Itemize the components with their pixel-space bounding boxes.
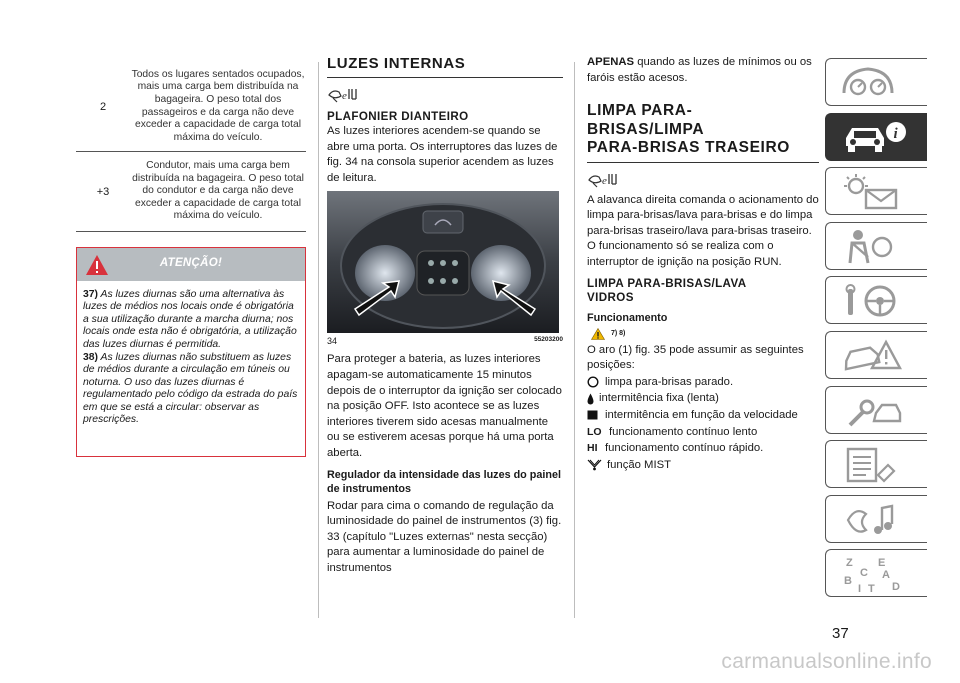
elum-service-icon bbox=[587, 171, 619, 189]
watermark: carmanualsonline.info bbox=[721, 650, 932, 673]
interior-lights-section bbox=[327, 55, 563, 577]
svg-text:E: E bbox=[878, 557, 886, 570]
sidebar-tab-dashboard[interactable] bbox=[825, 58, 927, 106]
caution-triangle-icon bbox=[591, 328, 605, 340]
warning-item-number: 38) bbox=[83, 352, 99, 364]
section-rule bbox=[327, 77, 563, 78]
wash-title bbox=[587, 277, 819, 305]
svg-text:e: e bbox=[342, 90, 347, 102]
sidebar-tab-multimedia[interactable] bbox=[825, 495, 927, 543]
wash-title-line: LIMPA PARA-BRISAS/LAVA bbox=[587, 276, 747, 290]
position-text: funcionamento contínuo rápido. bbox=[605, 442, 764, 455]
multimedia-music-icon bbox=[838, 500, 908, 540]
position-text: intermitência em função da velocidade bbox=[605, 409, 798, 422]
lever-text: A alavanca direita comanda o acionamento do limpa para-brisas/lava para-brisas e do limpa para-brisas traseiro/lava para-brisas traseiro. bbox=[587, 193, 819, 237]
list-item bbox=[587, 407, 819, 424]
wipers-intro-bold: APENAS bbox=[587, 56, 635, 68]
load-table bbox=[76, 62, 306, 232]
position-text: limpa para-brisas parado. bbox=[605, 375, 734, 388]
svg-text:T: T bbox=[868, 583, 875, 595]
sidebar-tab-driving[interactable] bbox=[825, 276, 927, 324]
load-description: Condutor, mais uma carga bem distribuída na bagageira. O peso total do condutor e da carga não deve exceder a capacidade de carga total máxima do veículo. bbox=[132, 160, 304, 222]
svg-text:A: A bbox=[882, 569, 890, 582]
single-drop-icon bbox=[587, 393, 597, 405]
car-warning-icon bbox=[838, 336, 908, 376]
position-text: função MIST bbox=[607, 458, 672, 471]
column-separator bbox=[574, 62, 575, 618]
list-item bbox=[587, 374, 819, 391]
sidebar-tab-index[interactable] bbox=[825, 549, 927, 597]
svg-text:i: i bbox=[893, 125, 898, 142]
svg-text:I: I bbox=[858, 583, 862, 595]
sidebar-tab-maintenance[interactable] bbox=[825, 386, 927, 434]
wipers-title-line: PARA-BRISAS TRASEIRO bbox=[587, 139, 790, 157]
section-title: LUZES INTERNAS bbox=[327, 55, 466, 72]
elum-icon-row bbox=[327, 86, 563, 108]
lights-envelope-icon bbox=[838, 172, 908, 212]
wipers-title-line: LIMPA PARA- bbox=[587, 102, 693, 120]
warning-item-text: As luzes diurnas não substituem as luzes de médios durante a circulação em túneis ou noturna. O uso das luzes diurnas é regulamentado pelo código da estrada do país em que se está a circular: observar as prescrições. bbox=[83, 352, 298, 426]
svg-text:e: e bbox=[602, 174, 607, 187]
car-info-icon bbox=[838, 118, 908, 158]
list-item bbox=[587, 390, 819, 407]
figure-34-photo bbox=[327, 191, 559, 333]
sidebar-tab-safety[interactable] bbox=[825, 222, 927, 270]
sidebar-tab-car-info[interactable] bbox=[825, 113, 927, 161]
section-rule bbox=[587, 162, 819, 163]
steering-wheel-key-icon bbox=[838, 281, 908, 321]
warning-refs: 7) 8) bbox=[611, 330, 626, 338]
figure-caption bbox=[327, 336, 563, 346]
svg-text:Z: Z bbox=[846, 557, 853, 570]
position-text: intermitência fixa (lenta) bbox=[599, 392, 719, 405]
svg-text:C: C bbox=[860, 567, 868, 580]
list-item bbox=[587, 457, 819, 474]
warning-item-number: 37) bbox=[83, 289, 99, 300]
regulator-text: Rodar para cima o comando de regulação da luminosidade do painel de instrumentos (3) fig. 33 (capítulo "Luzes externas" nesta secção) para aumentar a luminosidade do painel de instrumentos bbox=[327, 499, 562, 574]
wash-title-line: VIDROS bbox=[587, 290, 634, 304]
elum-service-icon bbox=[327, 86, 359, 104]
svg-text:D: D bbox=[892, 581, 900, 594]
elum-icon-row bbox=[587, 171, 819, 193]
wipers-title bbox=[587, 102, 819, 158]
warning-body bbox=[77, 281, 305, 426]
sidebar-tab-emergency[interactable] bbox=[825, 331, 927, 379]
funcionamento-title: Funcionamento bbox=[587, 311, 668, 324]
lo-label-icon: LO bbox=[587, 425, 602, 438]
plafonier-text: As luzes interiores acendem-se quando se abre uma porta. Os interruptores das luzes de fig. 34 na consola superior acendem as luzes de leitura. bbox=[327, 125, 558, 184]
regulator-title: Regulador da intensidade das luzes do painel de instrumentos bbox=[327, 468, 561, 495]
chapter-sidebar bbox=[825, 58, 927, 604]
positions-list bbox=[587, 374, 819, 474]
ignition-text: O funcionamento só se realiza com o interruptor de ignição na posição RUN. bbox=[587, 240, 782, 269]
page-number: 37 bbox=[832, 625, 849, 642]
circle-outline-icon bbox=[587, 376, 603, 388]
sidebar-tab-technical[interactable] bbox=[825, 440, 927, 488]
warning-item bbox=[83, 352, 299, 426]
wipers-title-line: BRISAS/LIMPA bbox=[587, 120, 705, 138]
service-checklist-icon bbox=[838, 445, 908, 485]
list-item bbox=[587, 424, 819, 441]
sidebar-tab-lights[interactable] bbox=[825, 167, 927, 215]
warning-header bbox=[77, 248, 305, 281]
warning-item bbox=[83, 289, 299, 351]
positions-intro: O aro (1) fig. 35 pode assumir as seguintes posições: bbox=[587, 343, 804, 372]
hi-label-icon: HI bbox=[587, 442, 598, 455]
alphabetical-index-icon bbox=[838, 554, 908, 594]
list-item bbox=[587, 440, 819, 457]
overhead-console-image bbox=[327, 191, 559, 333]
warning-title: ATENÇÃO! bbox=[159, 257, 223, 269]
seat-count: 2 bbox=[99, 100, 107, 113]
load-table-row bbox=[76, 152, 306, 232]
svg-text:B: B bbox=[844, 575, 852, 588]
wipers-intro bbox=[587, 55, 819, 86]
seatbelt-airbag-icon bbox=[838, 227, 908, 267]
square-icon bbox=[587, 410, 603, 420]
wipers-section bbox=[587, 55, 819, 473]
position-text: funcionamento contínuo lento bbox=[609, 425, 758, 438]
warning-box bbox=[76, 247, 306, 457]
column-separator bbox=[318, 62, 319, 618]
mist-spray-icon bbox=[587, 459, 605, 471]
load-table-row bbox=[76, 62, 306, 152]
dashboard-gauges-icon bbox=[838, 63, 898, 103]
load-description: Todos os lugares sentados ocupados, mais uma carga bem distribuída na bagageira. O peso total dos passageiros e da carga não deve exceder a capacidade de carga total máxima do veículo. bbox=[131, 68, 305, 143]
figure-code: 55203200 bbox=[534, 336, 563, 344]
figure-number: 34 bbox=[327, 336, 338, 347]
seat-count: +3 bbox=[96, 185, 110, 198]
plafonier-title: PLAFONIER DIANTEIRO bbox=[327, 110, 469, 123]
warning-item-text: As luzes diurnas são uma alternativa às luzes de médios nos locais onde é obrigatória a sua utilização durante a marcha diurna; nos locais onde esta não é obrigatória, a utilização das luzes diurnas é permitida. bbox=[83, 289, 297, 350]
warning-refs-row bbox=[591, 325, 819, 343]
wrench-car-icon bbox=[838, 391, 908, 431]
battery-text: Para proteger a bateria, as luzes interiores apagam-se automaticamente 15 minutos depois de o interruptor da ignição ser colocado na posição OFF. Isto acontece se as luzes interiores tiverem sido acesas manualmente ou se estiverem acesas porque há uma porta aberta. bbox=[327, 353, 562, 459]
wipers-intro-text: quando as luzes de mínimos ou os faróis estão acesos. bbox=[587, 56, 812, 84]
